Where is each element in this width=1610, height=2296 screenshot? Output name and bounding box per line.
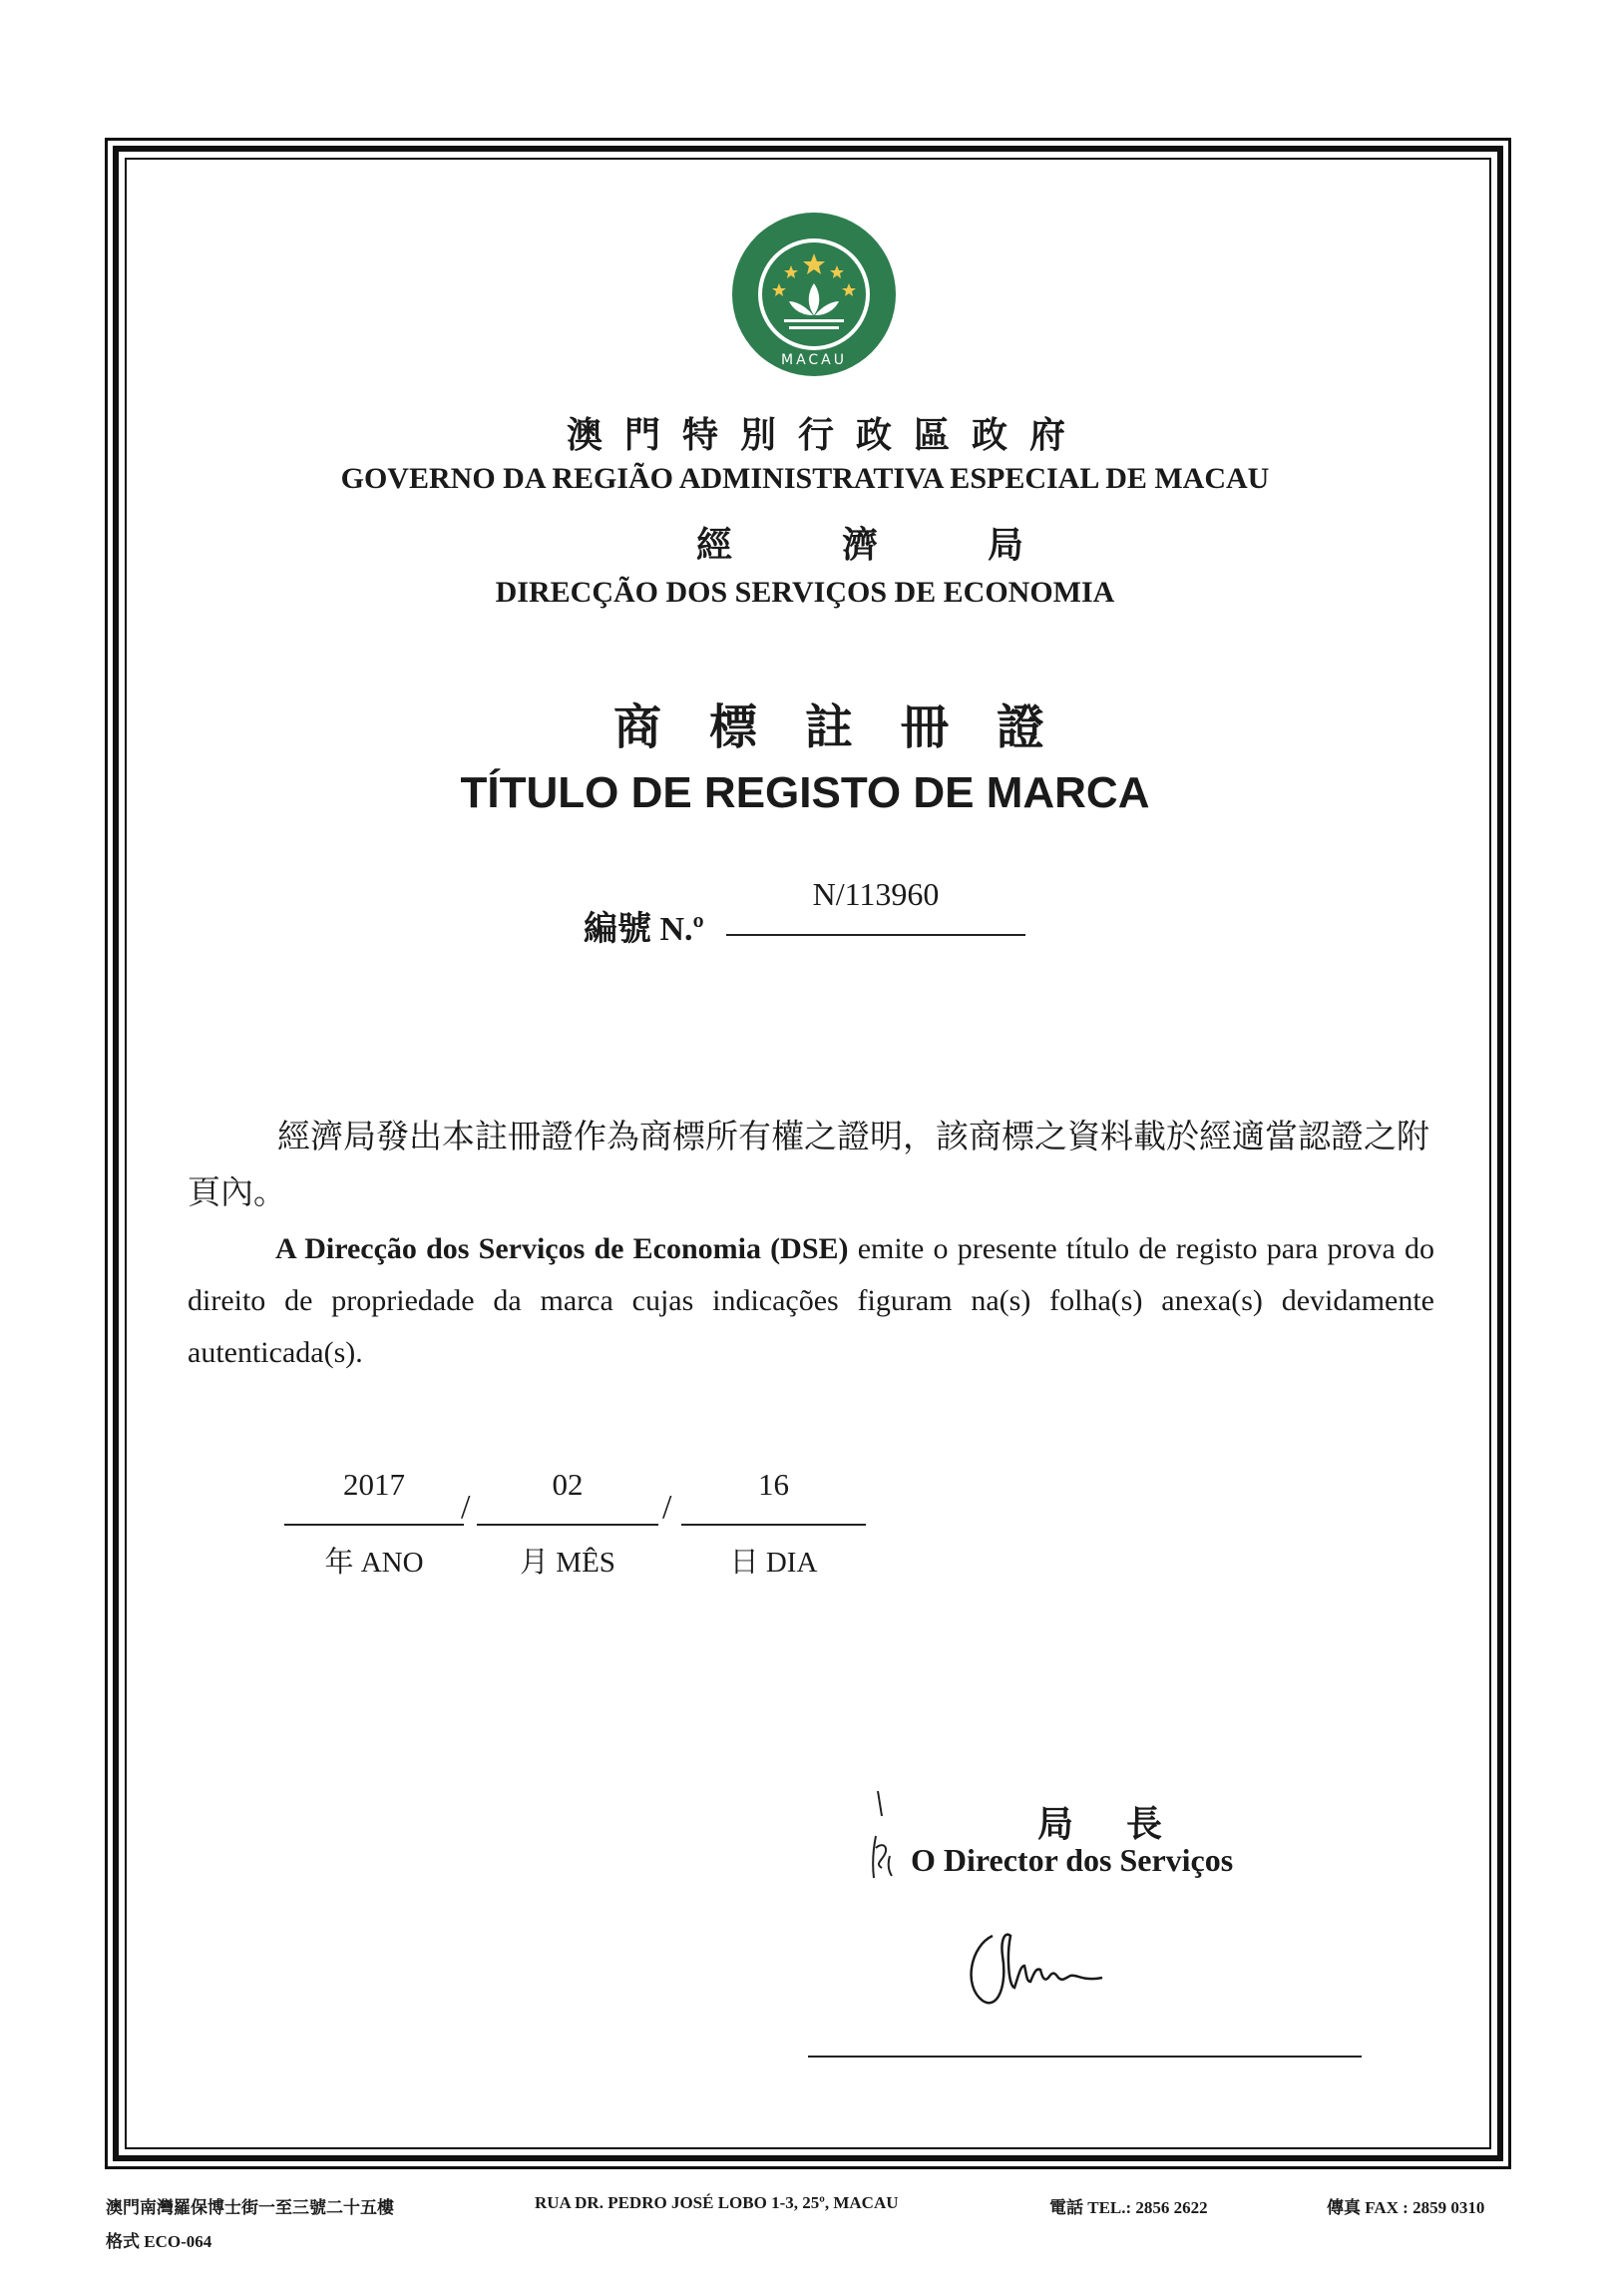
- emblem-ring-label: MACAU: [780, 352, 848, 368]
- statement-text: emite o presente título de registo para prova do direito de propriedade da marca cujas indicações figuram na(s) folha(s) anexa(s) devidamente autenticada(s).: [188, 1232, 1434, 1369]
- date-month: 02: [552, 1467, 584, 1502]
- department-name-portuguese: DIRECÇÃO DOS SERVIÇOS DE ECONOMIA: [495, 576, 1115, 609]
- date-day-underline: [681, 1524, 866, 1526]
- macau-emblem-icon: [729, 210, 899, 379]
- date-separator: /: [662, 1489, 672, 1526]
- date-year-label: 年 ANO: [324, 1547, 424, 1579]
- footer-address-chinese: 澳門南灣羅保博士街一至三號二十五樓: [106, 2198, 394, 2217]
- government-name-chinese: 澳門特別行政區政府: [566, 415, 1087, 455]
- statement-portuguese: [188, 1223, 1434, 1379]
- date-day-label: 日 DIA: [729, 1547, 818, 1579]
- date-month-underline: [477, 1524, 658, 1526]
- signature-line: [808, 2056, 1362, 2058]
- date-separator: /: [461, 1489, 471, 1526]
- date-day: 16: [758, 1467, 789, 1502]
- certificate-title-portuguese: TÍTULO DE REGISTO DE MARCA: [460, 768, 1150, 817]
- form-code: 格式 ECO-064: [106, 2232, 212, 2251]
- registration-number-underline: [726, 934, 1025, 936]
- director-title-portuguese: O Director dos Serviços: [911, 1842, 1234, 1878]
- department-name-chinese: 經濟局: [695, 525, 1133, 565]
- registration-number: N/113960: [812, 876, 940, 912]
- date-year: 2017: [343, 1467, 405, 1502]
- director-signature: [963, 1916, 1132, 2016]
- statement-issuer: A Direcção dos Serviços de Economia (DSE): [275, 1232, 849, 1265]
- statement-chinese: 經濟局發出本註冊證作為商標所有權之證明，該商標之資料載於經適當認證之附頁內。: [188, 1120, 1429, 1211]
- footer-fax: 傳真 FAX : 2859 0310: [1327, 2198, 1485, 2217]
- footer-telephone: 電話 TEL.: 2856 2622: [1049, 2198, 1208, 2217]
- director-title-chinese: 局 長: [1037, 1804, 1185, 1844]
- date-year-underline: [284, 1524, 464, 1526]
- registration-number-label: 編號 N.º: [584, 911, 704, 948]
- certificate-title-chinese: 商標註冊證: [612, 699, 1092, 755]
- footer-address-portuguese: RUA DR. PEDRO JOSÉ LOBO 1-3, 25º, MACAU: [535, 2193, 899, 2212]
- date-month-label: 月 MÊS: [520, 1547, 615, 1579]
- government-name-portuguese: GOVERNO DA REGIÃO ADMINISTRATIVA ESPECIAL DE MACAU: [340, 462, 1270, 495]
